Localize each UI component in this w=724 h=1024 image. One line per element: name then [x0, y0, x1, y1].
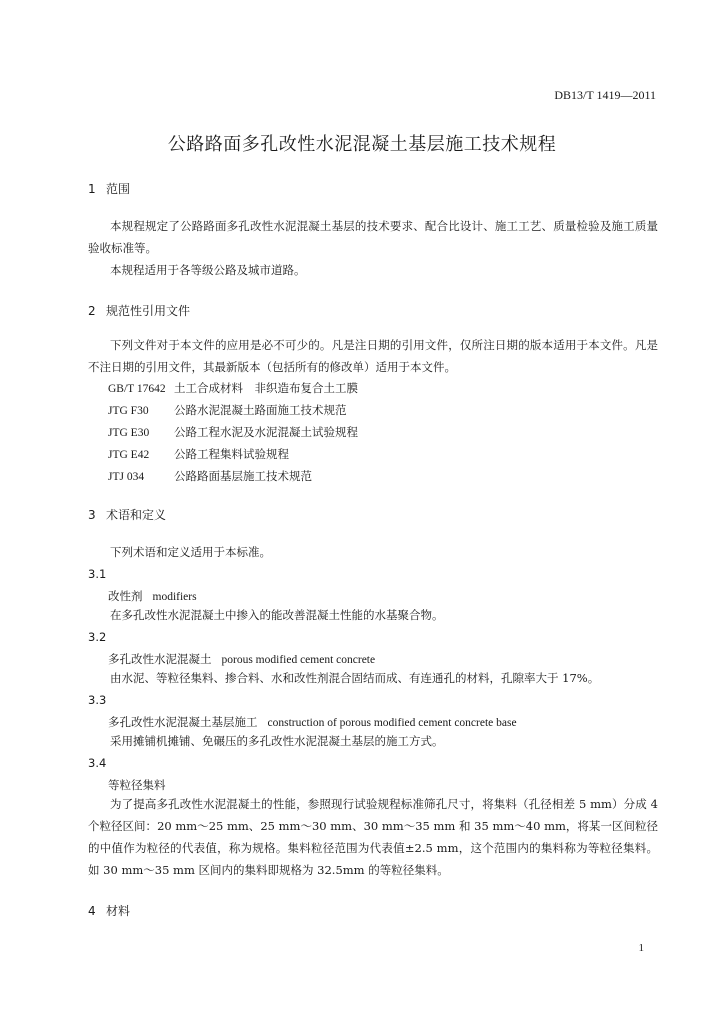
- section-1-para-2: 本规程适用于各等级公路及城市道路。: [110, 263, 306, 277]
- page-title: 公路路面多孔改性水泥混凝土基层施工技术规程: [167, 134, 557, 155]
- reference-item: GB/T 17642 土工合成材料 非织造布复合土工膜: [108, 381, 358, 395]
- reference-item: JTG E42 公路工程集料试验规程: [108, 447, 289, 461]
- section-2-para-1: 下列文件对于本文件的应用是必不可少的。凡是注日期的引用文件，仅所注日期的版本适用于本文件。凡是不注日期的引用文件，其最新版本（包括所有的修改单）适用于本文件。: [88, 338, 658, 374]
- term-definition: 为了提高多孔改性水泥混凝土的性能，参照现行试验规程标准筛孔尺寸，将集料（孔径相差 5 mm）分成 4 个粒径区间：20 mm～25 mm、25 mm～30 mm、30 mm～35 mm 和 35 mm～40 mm，将某一区间粒径的中值作为粒径的代表值，称为规格。集料粒径范围为代表值±2.5 mm，这个范围内的集料称为等粒径集料。如 30 mm～35 mm 区间内的集料即规格为 32.5mm 的等粒径集料。: [88, 797, 658, 877]
- term-heading: 多孔改性水泥混凝土基层施工 construction of porous modified cement concrete base: [108, 715, 517, 729]
- term-number: 3.3: [88, 693, 107, 707]
- term-definition: 采用摊铺机摊铺、免碾压的多孔改性水泥混凝土基层的施工方式。: [110, 734, 444, 748]
- term-number: 3.1: [88, 567, 107, 581]
- page-number: 1: [638, 942, 644, 954]
- term-heading: 多孔改性水泥混凝土 porous modified cement concrete: [108, 652, 376, 666]
- doc-code: DB13/T 1419—2011: [554, 88, 656, 102]
- section-2-heading: 2 规范性引用文件: [88, 304, 191, 318]
- section-1-para-1: 本规程规定了公路路面多孔改性水泥混凝土基层的技术要求、配合比设计、施工工艺、质量检验及施工质量验收标准等。: [88, 219, 658, 255]
- term-heading: 等粒径集料: [108, 778, 166, 792]
- section-1-heading: 1 范围: [88, 182, 131, 196]
- term-number: 3.4: [88, 756, 107, 770]
- term-heading: 改性剂 modifiers: [108, 589, 197, 603]
- reference-item: JTJ 034 公路路面基层施工技术规范: [108, 469, 312, 483]
- reference-item: JTG E30 公路工程水泥及水泥混凝土试验规程: [108, 425, 358, 439]
- term-definition: 在多孔改性水泥混凝土中掺入的能改善混凝土性能的水基聚合物。: [110, 608, 444, 622]
- section-3-intro: 下列术语和定义适用于本标准。: [110, 545, 271, 559]
- term-definition: 由水泥、等粒径集料、掺合料、水和改性剂混合固结而成、有连通孔的材料，孔隙率大于 17%。: [110, 671, 600, 685]
- reference-item: JTG F30 公路水泥混凝土路面施工技术规范: [108, 403, 347, 417]
- section-4-heading: 4 材料: [88, 904, 131, 918]
- section-3-heading: 3 术语和定义: [88, 508, 167, 522]
- term-number: 3.2: [88, 630, 107, 644]
